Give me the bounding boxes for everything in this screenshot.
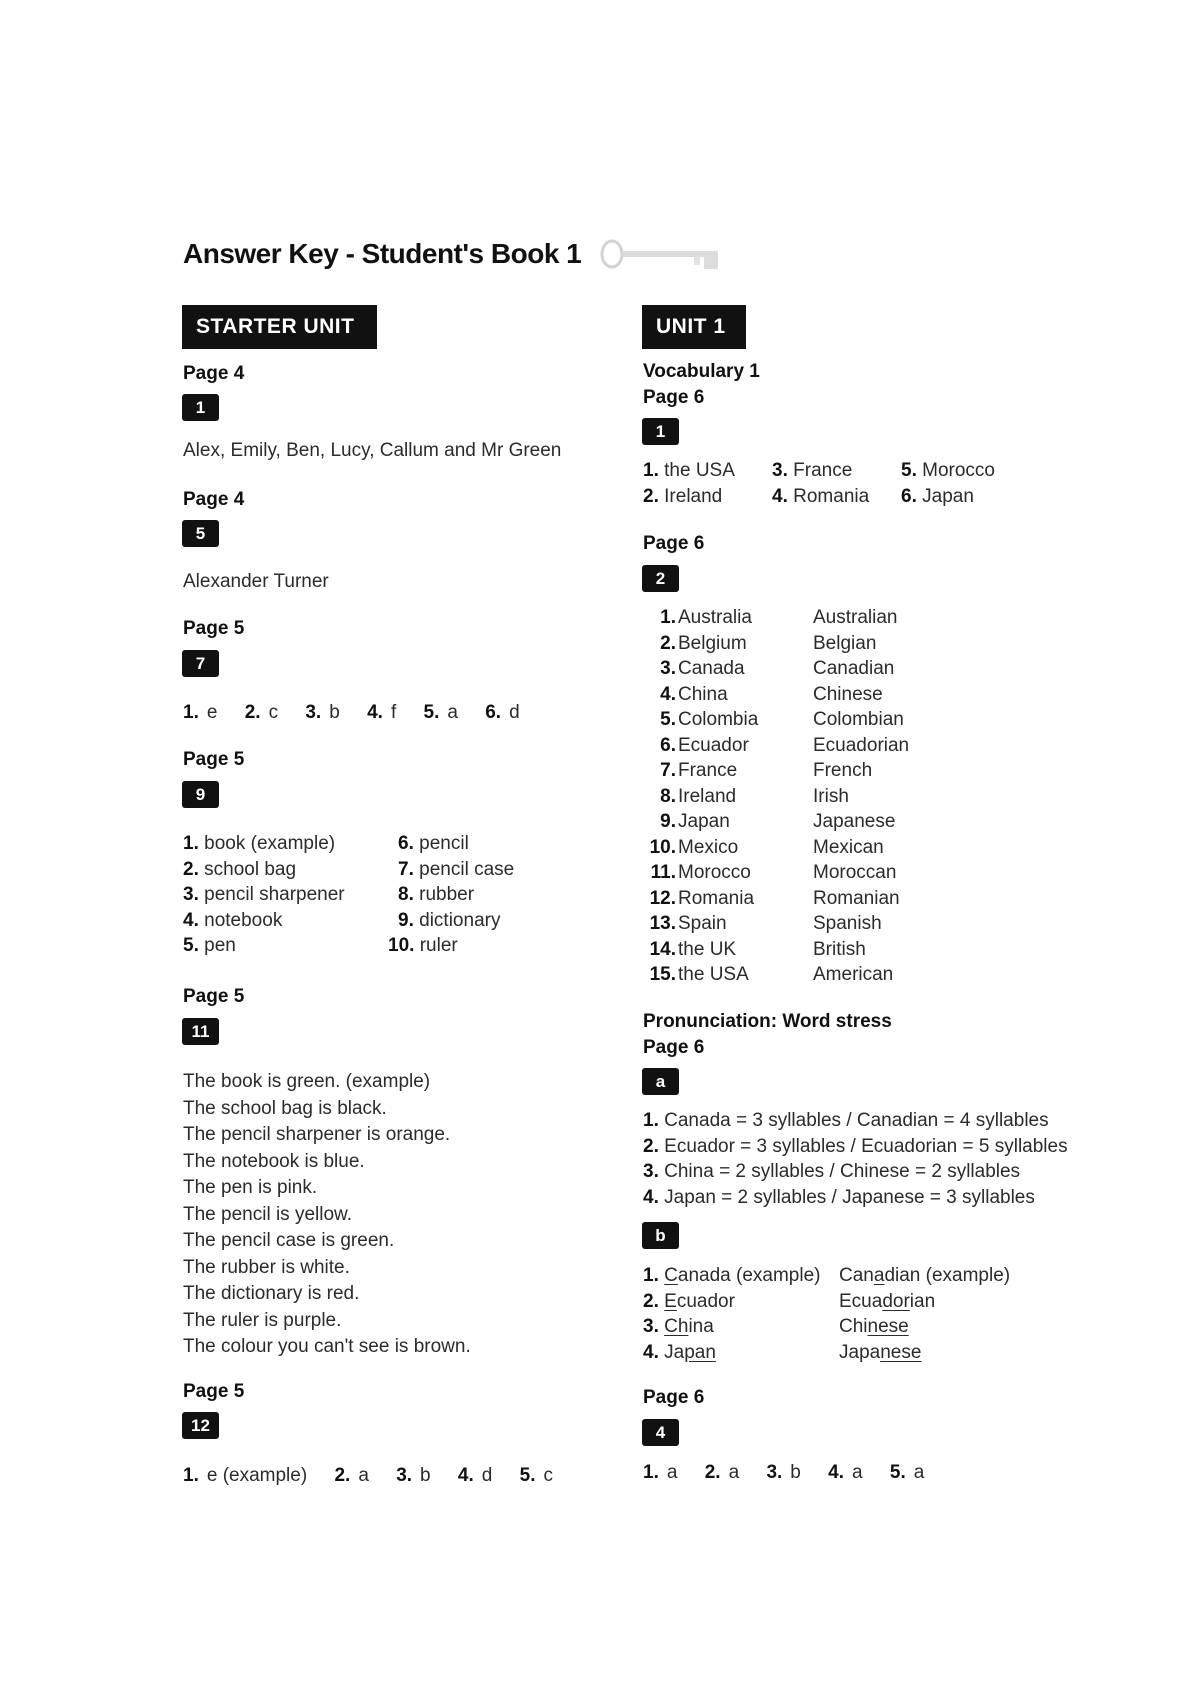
nationality: Romanian	[813, 887, 900, 909]
page-label: Page 6	[643, 1387, 705, 1408]
page-label: Page 5	[183, 1381, 245, 1402]
country: Ecuador	[678, 734, 749, 756]
country: Morocco	[678, 862, 751, 883]
country: Australia	[678, 607, 752, 628]
key-icon	[598, 237, 728, 271]
list-item: The pencil is yellow.	[183, 1203, 352, 1225]
exercise-badge: 9	[182, 781, 219, 808]
nationality-word: Chinese	[839, 1316, 909, 1337]
country-word: 3. China	[643, 1316, 714, 1337]
section-heading: Pronunciation: Word stress	[643, 1011, 892, 1032]
list-item: 1. Canada = 3 syllables / Canadian = 4 syllables	[643, 1110, 1049, 1131]
list-item: 3. pencil sharpener 8. rubber	[183, 884, 475, 905]
country-nationality-list	[643, 607, 973, 990]
exercise-badge: 1	[182, 394, 219, 421]
answer-item: 2. a	[704, 1462, 740, 1483]
item-number: 5.	[660, 709, 676, 730]
list-item	[643, 658, 973, 684]
word-stress-list	[643, 1265, 1043, 1367]
list-item: The school bag is black.	[183, 1097, 387, 1119]
list-item: 3. China = 2 syllables / Chinese = 2 syllables	[643, 1161, 1021, 1182]
item-number: 10.	[649, 836, 676, 858]
nationality-word: Ecuadorian	[839, 1290, 936, 1312]
starter-unit-banner: STARTER UNIT	[182, 305, 377, 349]
stressed-syllable: nese	[880, 1341, 922, 1363]
answer-item: 3. b	[305, 702, 340, 723]
answer-list	[183, 1071, 563, 1363]
nationality: British	[813, 938, 866, 960]
answer-item: 4. a	[828, 1462, 863, 1483]
list-item	[643, 1316, 1043, 1342]
list-item: 4. Japan = 2 syllables / Japanese = 3 syllables	[643, 1186, 1035, 1208]
nationality-word: Japanese	[839, 1341, 922, 1363]
exercise-badge: 12	[182, 1412, 219, 1439]
exercise-badge: a	[642, 1068, 679, 1095]
answer-list	[643, 460, 1023, 512]
stressed-syllable: Ch	[664, 1316, 689, 1337]
exercise-badge: 11	[182, 1018, 219, 1045]
page-label: Page 5	[183, 749, 245, 770]
answer-item: 2. c	[244, 702, 279, 723]
country: Spain	[678, 913, 727, 934]
list-item: The pencil sharpener is orange.	[183, 1124, 451, 1145]
list-item	[643, 964, 973, 990]
page-label: Page 4	[183, 489, 245, 510]
list-item: The dictionary is red.	[183, 1283, 360, 1304]
item-number: 2.	[660, 632, 676, 654]
list-item	[643, 862, 973, 888]
item-number: 13.	[649, 913, 676, 934]
answer-text: Alex, Emily, Ben, Lucy, Callum and Mr Green	[183, 440, 562, 461]
list-item	[643, 607, 973, 633]
item-number: 1.	[660, 607, 676, 628]
country: Belgium	[678, 632, 747, 654]
list-item	[643, 888, 973, 914]
item-number: 4.	[660, 683, 676, 705]
stressed-syllable: nese	[867, 1316, 909, 1337]
page-label: Page 4	[183, 363, 245, 384]
country-word: 2. Ecuador	[643, 1290, 735, 1312]
page-title: Answer Key - Student's Book 1	[183, 238, 582, 269]
answer-item: 5. a	[889, 1462, 925, 1483]
nationality: Spanish	[813, 913, 882, 934]
answer-item: 3. b	[766, 1462, 801, 1483]
answer-item: 5. a	[423, 702, 458, 723]
item-number: 12.	[649, 887, 676, 909]
list-item: The colour you can't see is brown.	[183, 1336, 471, 1357]
country-word: 4. Japan	[643, 1341, 716, 1363]
country: Colombia	[678, 709, 759, 730]
list-item	[643, 1342, 1043, 1368]
item-number: 8.	[660, 785, 676, 807]
answer-item: 5. c	[519, 1465, 553, 1486]
list-item: The pen is pink.	[183, 1177, 318, 1198]
list-item	[643, 760, 973, 786]
exercise-badge: 5	[182, 520, 219, 547]
list-item: The pencil case is green.	[183, 1230, 395, 1251]
nationality: Mexican	[813, 836, 884, 858]
answer-list	[643, 1110, 1068, 1212]
country: the USA	[678, 964, 749, 985]
nationality: Canadian	[813, 658, 895, 679]
country: France	[678, 760, 738, 781]
list-item: 5. pen 10. ruler	[183, 935, 458, 956]
nationality: American	[813, 964, 894, 985]
list-item: The book is green. (example)	[183, 1071, 431, 1092]
list-item: The notebook is blue.	[183, 1150, 365, 1172]
list-item: The rubber is white.	[183, 1256, 350, 1278]
list-item	[643, 939, 973, 965]
answer-item: 4. d	[457, 1465, 493, 1486]
list-item: 2. Ireland 4. Romania 6. Japan	[643, 486, 974, 507]
item-number: 15.	[649, 964, 676, 985]
list-item	[643, 786, 973, 812]
list-item	[643, 684, 973, 710]
section-heading: Vocabulary 1	[643, 361, 760, 382]
nationality: Japanese	[813, 811, 896, 832]
country: China	[678, 683, 728, 705]
list-item	[643, 633, 973, 659]
list-item: 1. the USA 3. France 5. Morocco	[643, 460, 995, 481]
page-label: Page 6	[643, 533, 705, 554]
nationality: French	[813, 760, 873, 781]
country: the UK	[678, 938, 737, 960]
list-item	[643, 811, 973, 837]
stressed-syllable: a	[873, 1265, 885, 1286]
nationality: Colombian	[813, 709, 904, 730]
nationality: Chinese	[813, 683, 883, 705]
nationality: Belgian	[813, 632, 877, 654]
nationality: Ecuadorian	[813, 734, 910, 756]
item-number: 7.	[660, 760, 676, 781]
list-item	[643, 735, 973, 761]
answer-row	[183, 702, 542, 724]
list-item: 4. notebook 9. dictionary	[183, 909, 501, 931]
country: Romania	[678, 887, 755, 909]
exercise-badge: 7	[182, 650, 219, 677]
country: Canada	[678, 658, 745, 679]
country: Ireland	[678, 785, 737, 807]
item-number: 9.	[660, 811, 676, 832]
answer-text: Alexander Turner	[183, 571, 329, 592]
nationality-word: Canadian (example)	[839, 1265, 1011, 1286]
nationality: Irish	[813, 785, 849, 807]
answer-item: 4. f	[367, 702, 397, 723]
list-item: The ruler is purple.	[183, 1309, 342, 1331]
stressed-syllable: dor	[882, 1290, 910, 1312]
answer-item: 2. a	[334, 1465, 369, 1486]
item-number: 3.	[660, 658, 676, 679]
item-number: 11.	[650, 862, 676, 883]
list-item	[643, 837, 973, 863]
page-label: Page 6	[643, 387, 705, 408]
item-number: 6.	[660, 734, 676, 756]
exercise-badge: 2	[642, 565, 679, 592]
list-item	[643, 1265, 1043, 1291]
answer-row	[643, 1462, 946, 1484]
list-item: 1. book (example) 6. pencil	[183, 833, 469, 854]
exercise-badge: 1	[642, 418, 679, 445]
page-label: Page 5	[183, 986, 245, 1007]
list-item: 2. Ecuador = 3 syllables / Ecuadorian = 5 syllables	[643, 1135, 1068, 1157]
page-label: Page 6	[643, 1037, 705, 1058]
stressed-syllable: E	[664, 1290, 677, 1312]
unit-1-banner: UNIT 1	[642, 305, 746, 349]
list-item	[643, 709, 973, 735]
page-label: Page 5	[183, 618, 245, 639]
stressed-syllable: pan	[684, 1341, 716, 1363]
nationality: Moroccan	[813, 862, 897, 883]
answer-item: 3. b	[396, 1465, 431, 1486]
answer-item: 1. e	[183, 702, 218, 723]
answer-item: 1. a	[643, 1462, 678, 1483]
list-item: 2. school bag 7. pencil case	[183, 858, 515, 880]
answer-item: 1. e (example)	[183, 1465, 308, 1486]
answer-row	[183, 1465, 575, 1487]
stressed-syllable: C	[664, 1265, 678, 1286]
country: Mexico	[678, 836, 739, 858]
exercise-badge: 4	[642, 1419, 679, 1446]
nationality: Australian	[813, 607, 898, 628]
list-item	[643, 913, 973, 939]
answer-item: 6. d	[485, 702, 520, 723]
answer-list	[183, 833, 543, 961]
item-number: 14.	[649, 938, 676, 960]
exercise-badge: b	[642, 1222, 679, 1249]
country: Japan	[678, 811, 730, 832]
country-word: 1. Canada (example)	[643, 1265, 821, 1286]
list-item	[643, 1291, 1043, 1317]
